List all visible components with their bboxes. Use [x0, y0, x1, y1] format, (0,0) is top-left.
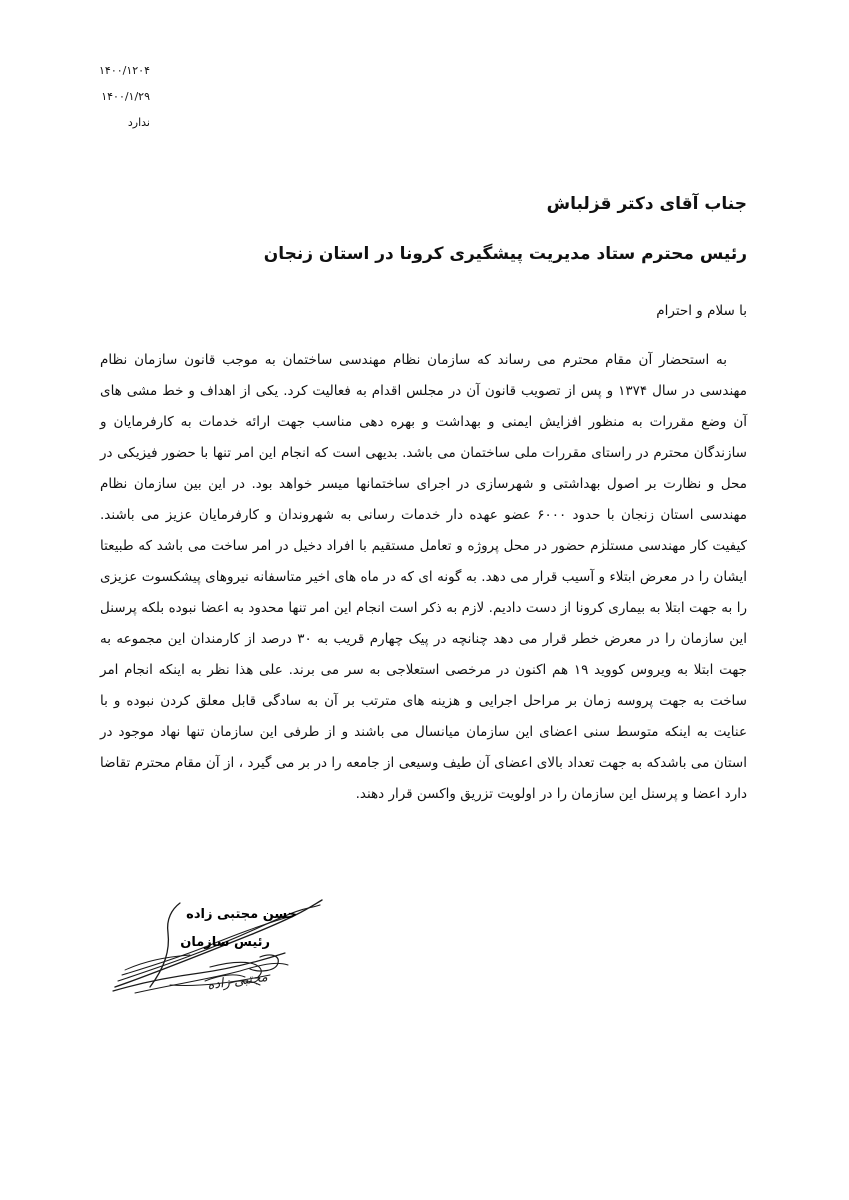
signatory-role: رئیس سازمان — [180, 935, 270, 950]
signature-block — [110, 895, 325, 997]
letter-date: ۱۴۰۰/۱/۲۹ — [101, 90, 150, 103]
signature-handwriting: مجتبی زاده — [206, 969, 269, 994]
greeting: با سلام و احترام — [656, 303, 747, 319]
letter-attachment: ندارد — [127, 116, 150, 129]
letter-meta — [80, 58, 150, 136]
addressee-title: رئیس محترم ستاد مدیریت پیشگیری کرونا در استان زنجان — [263, 244, 747, 264]
letter-number: ۱۴۰۰/۱۲۰۴ — [99, 64, 150, 77]
signatory-name: حسن مجتبی زاده — [186, 907, 297, 922]
addressee-name: جناب آقای دکتر قزلباش — [546, 194, 747, 214]
letter-body: به استحضار آن مقام محترم می رساند که سازمان نظام مهندسی ساختمان به موجب قانون سازمان نظام مهندسی در سال ۱۳۷۴ و پس از تصویب قانون آن در مجلس اقدام به فعالیت کرد. یکی از اهداف و خط مشی های آن وضع مقررات به منظور افزایش ایمنی و بهداشت و بهره دهی مناسب جهت ارائه خدمات به کارفرمایان و سازندگان محترم در راستای مقررات ملی ساختمان می باشد. بدیهی است که انجام این امر تنها با حضور فیزیکی در محل و نظارت بر اصول بهداشتی و شهرسازی در اجرای ساختمانها میسر خواهد بود. در این بین سازمان نظام مهندسی استان زنجان با حدود ۶۰۰۰ عضو عهده دار خدمات رسانی به شهروندان و کارفرمایان عزیز می باشند. کیفیت کار مهندسی مستلزم حضور در محل پروژه و تعامل مستقیم با افراد دخیل در امر ساخت می باشد که طبیعتا ایشان را در معرض ابتلاء و آسیب قرار می دهد. به گونه ای که در ماه های اخیر متاسفانه نیروهای پیشکسوت عزیزی را به جهت ابتلا به بیماری کرونا از دست دادیم. لازم به ذکر است انجام این امر تنها محدود به اعضا نبوده بلکه پرسنل این سازمان را در معرض خطر قرار می دهد چنانچه در پیک چهارم قریب به ۳۰ درصد از کارمندان این مجموعه به جهت ابتلا به ویروس کووید ۱۹ هم اکنون در مرخصی استعلاجی به سر می برند. علی هذا نظر به اینکه انجام امر ساخت به جهت پروسه زمان بر مراحل اجرایی و هزینه های مترتب بر آن به سادگی قابل معلق کردن نبوده و با عنایت به اینکه متوسط سنی اعضای این سازمان میانسال می باشند و از طرفی این سازمان تنها نهاد موجود در استان می باشدکه به جهت تعداد بالای اعضای آن طیف وسیعی از جامعه را در بر می گیرد ، از آن مقام محترم تقاضا دارد اعضا و پرسنل این سازمان را در اولویت تزریق واکسن قرار دهند. — [100, 352, 747, 802]
